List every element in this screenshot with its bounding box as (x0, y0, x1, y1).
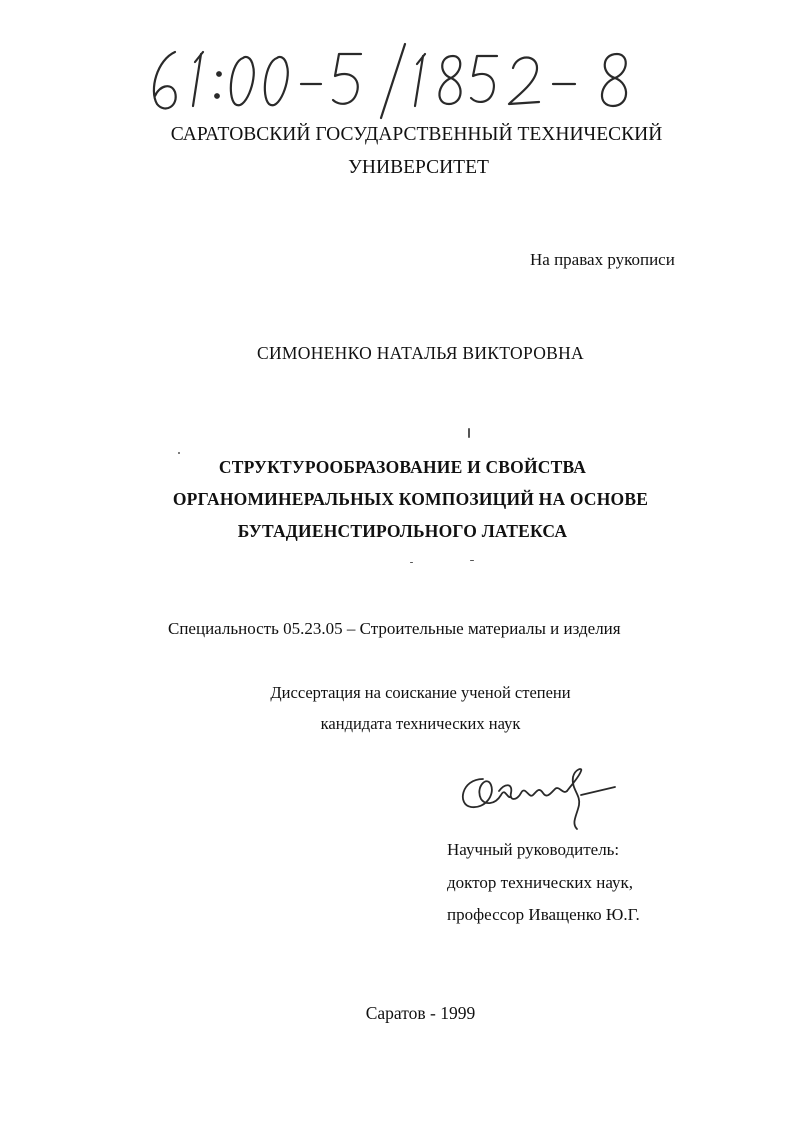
rights-notice: На правах рукописи (530, 250, 675, 269)
scan-speck (178, 452, 180, 454)
handwritten-archive-number (135, 40, 675, 120)
supervisor-degree: доктор технических наук, (447, 873, 634, 892)
thesis-title-line-2: ОРГАНОМИНЕРАЛЬНЫХ КОМПОЗИЦИЙ НА ОСНОВЕ (172, 489, 649, 509)
dissertation-degree-line-2: кандидата технических наук (320, 714, 521, 733)
supervisor-name: профессор Иващенко Ю.Г. (447, 905, 640, 924)
thesis-title-line-3: БУТАДИЕНСТИРОЛЬНОГО ЛАТЕКСА (237, 521, 568, 541)
scan-speck (468, 428, 470, 438)
city-year: Саратов - 1999 (365, 1003, 476, 1023)
specialty-line: Специальность 05.23.05 – Строительные материалы и изделия (168, 619, 621, 638)
signature (455, 765, 635, 835)
thesis-title-line-1: СТРУКТУРООБРАЗОВАНИЕ И СВОЙСТВА (218, 457, 587, 477)
university-name-line-1: САРАТОВСКИЙ ГОСУДАРСТВЕННЫЙ ТЕХНИЧЕСКИЙ (170, 124, 663, 145)
author-name: СИМОНЕНКО НАТАЛЬЯ ВИКТОРОВНА (257, 343, 584, 363)
supervisor-label: Научный руководитель: (447, 840, 620, 859)
dissertation-degree-line-1: Диссертация на соискание ученой степени (270, 683, 571, 702)
scan-speck (410, 562, 413, 563)
university-name-line-2: УНИВЕРСИТЕТ (348, 157, 489, 178)
scan-speck (470, 560, 474, 561)
